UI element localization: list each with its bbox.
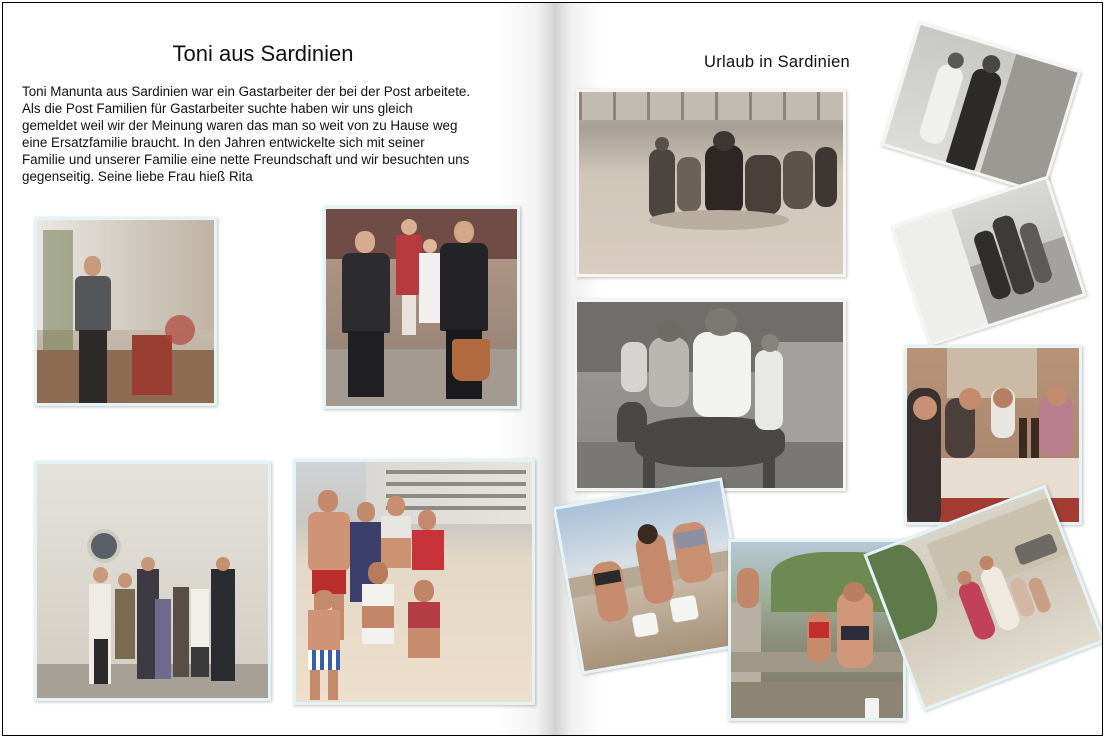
intro-line: Familie und unserer Familie eine nette Freundschaft und wir besuchten uns bbox=[22, 152, 470, 167]
photo-women-on-rocks bbox=[554, 477, 751, 674]
photo-book-spread bbox=[2, 2, 1103, 736]
photo-bw-group-harbor bbox=[891, 176, 1087, 347]
intro-line: Toni Manunta aus Sardinien war ein Gastarbeiter der bei der Post arbeitete. bbox=[22, 84, 471, 99]
photo-men-with-children bbox=[323, 206, 520, 409]
intro-line: eine Ersatzfamilie braucht. In den Jahren entwickelte sich mit seiner bbox=[22, 135, 425, 150]
photo-beach-group bbox=[293, 459, 535, 705]
left-page-title: Toni aus Sardinien bbox=[172, 41, 354, 66]
intro-line: gegenseitig. Seine liebe Frau hieß Rita bbox=[22, 169, 253, 184]
photo-man-in-living-room bbox=[34, 217, 217, 406]
photo-bw-beach-group bbox=[576, 89, 846, 277]
left-page bbox=[3, 3, 554, 735]
photo-bw-couple-street bbox=[881, 21, 1082, 195]
photo-family-dinner bbox=[904, 345, 1082, 525]
intro-line: Als die Post Familien für Gastarbeiter suchte haben wir uns gleich bbox=[22, 101, 413, 116]
intro-text bbox=[22, 83, 534, 185]
right-page bbox=[554, 3, 1102, 735]
photo-bw-donkey-ride bbox=[574, 299, 846, 491]
intro-line: gemeldet weil wir der Meinung waren das man so weit von zu Hause weg bbox=[22, 118, 458, 133]
right-page-title: Urlaub in Sardinien bbox=[704, 53, 851, 71]
photo-group-by-ship bbox=[34, 461, 271, 701]
